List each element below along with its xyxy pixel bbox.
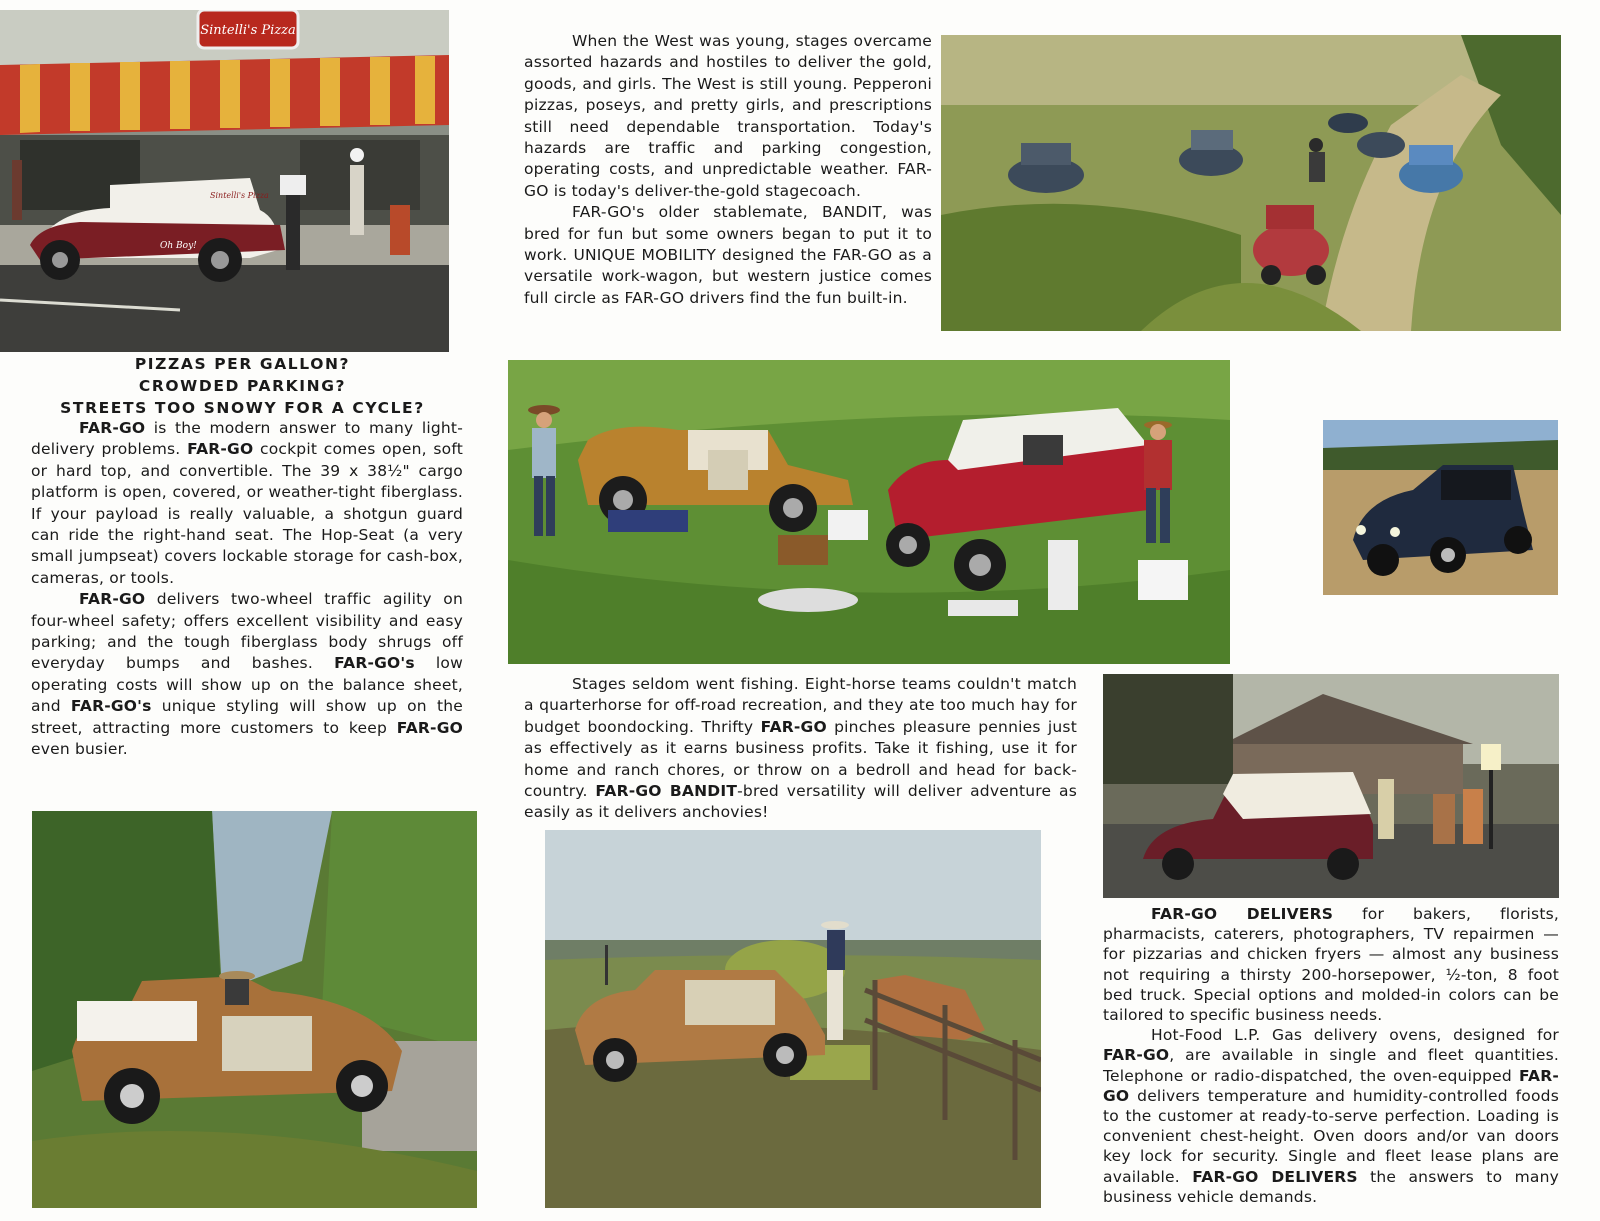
headline: [30, 353, 455, 419]
brand-name: FAR-GO's: [334, 654, 415, 673]
left-paragraph-1: [31, 418, 463, 589]
photo-fishing: [32, 811, 477, 1208]
headline-line-2: CROWDED PARKING?: [138, 377, 347, 395]
brand-name: FAR-GO: [1103, 1066, 1559, 1105]
door-script: Oh Boy!: [160, 241, 197, 251]
top-body-text: [524, 31, 932, 309]
brand-name: FAR-GO: [79, 590, 146, 609]
text-run: pinches pleasure pennies just as effectively as it earns business profits. Take it fishing, use it for home and ranch chores, or throw on a bedroll and head for back-country.: [524, 717, 1077, 801]
brand-name: FAR-GO DELIVERS: [1192, 1167, 1358, 1186]
text-run: delivers two-wheel traffic agility on four-wheel safety; offers excellent visibility and easy parking; and the tough fiberglass body shrugs off everyday bumps and bashes.: [31, 590, 463, 673]
text-run: cockpit comes open, soft or hard top, and convertible. The 39 x 38½" cargo platform is open, covered, or weather-tight fiberglass. If your payload is really valuable, a shotgun guard can ride the right-hand seat. The Hop-Seat (a very small jumpseat) covers lockable storage for cash-box, cameras, or tools.: [31, 440, 463, 587]
text-run: for bakers, florists, pharmacists, caterers, photographers, TV repairmen — for pizzarias and chicken fryers — almost any business not requiring a thirsty 200-horsepower, ½-ton, 8 foot bed truck. Special options and molded-in colors can be tailored to specific business needs.: [1103, 905, 1559, 1025]
brand-name: FAR-GO: [1103, 1046, 1170, 1065]
text-run: -bred versatility will deliver adventure as easily as it delivers anchovies!: [524, 782, 1077, 822]
text-run: is the modern answer to many light-delivery problems.: [31, 419, 463, 459]
left-paragraph-2: [31, 589, 463, 760]
text-run: unique styling will show up on the street, attracting more customers to keep: [31, 697, 463, 737]
brand-name: FAR-GO: [187, 440, 254, 459]
headline-line-3: STREETS TOO SNOWY FOR A CYCLE?: [60, 399, 425, 417]
brand-name: FAR-GO: [396, 718, 463, 737]
brand-name: FAR-GO DELIVERS: [1151, 905, 1334, 923]
right-paragraph-1: [1103, 904, 1559, 1025]
van-sign-text: Sintelli's Pizza: [210, 191, 269, 200]
right-body-text: [1103, 904, 1559, 1207]
photo-fleet-dirt-road: [941, 35, 1561, 331]
text-run: Stages seldom went fishing. Eight-horse teams couldn't match a quarterhorse for off-road recreation, and they ate too much hay for budget boondocking. Thrifty: [524, 675, 1077, 736]
headline-line-1: PIZZAS PER GALLON?: [134, 355, 351, 373]
brand-name: FAR-GO's: [70, 697, 152, 716]
photo-pizza-shop: [0, 10, 449, 352]
pizza-sign-text: Sintelli's Pizza: [200, 23, 296, 38]
top-paragraph-2: FAR-GO's older stablemate, BANDIT, was bred for fun but some owners began to put it to work. UNIQUE MOBILITY designed the FAR-GO as a versatile work-wagon, but western justice comes full circle as FAR-GO drivers find the fun built-in.: [524, 203, 932, 307]
text-run: , are available in single and fleet quantities. Telephone or radio-dispatched, the oven-equipped: [1103, 1046, 1559, 1085]
left-body-text: [31, 418, 463, 761]
brand-name: FAR-GO BANDIT: [595, 782, 738, 801]
text-run: even busier.: [31, 740, 128, 759]
photo-hay-horse: [545, 830, 1041, 1208]
top-paragraph-1: When the West was young, stages overcame assorted hazards and hostiles to deliver the gold, goods, and girls. The West is still young. Pepperoni pizzas, poseys, and pretty girls, and prescriptions still need dependable transportation. Today's hazards are traffic and parking congestion, operating costs, and unpredictable weather. FAR-GO is today's deliver-the-gold stagecoach.: [524, 32, 932, 200]
middle-paragraph: [524, 674, 1077, 824]
brand-name: FAR-GO: [79, 419, 146, 437]
photo-center-display: [508, 360, 1230, 664]
text-run: the answers to many business vehicle demands.: [1103, 1167, 1559, 1206]
text-run: Hot-Food L.P. Gas delivery ovens, designed for: [1151, 1026, 1559, 1045]
brand-name: FAR-GO: [760, 717, 827, 736]
photo-evening-delivery: [1103, 674, 1559, 898]
text-run: delivers temperature and humidity-controlled foods to the customer at ready-to-serve perfection. Loading is convenient chest-height. Oven doors and/or van doors key lock for security. Single and fleet lease plans are available.: [1103, 1086, 1559, 1186]
text-run: low operating costs will show up on the balance sheet, and: [31, 654, 463, 716]
middle-body-text: [524, 674, 1077, 824]
right-paragraph-2: [1103, 1025, 1559, 1207]
photo-dark-buggy: [1323, 420, 1558, 595]
